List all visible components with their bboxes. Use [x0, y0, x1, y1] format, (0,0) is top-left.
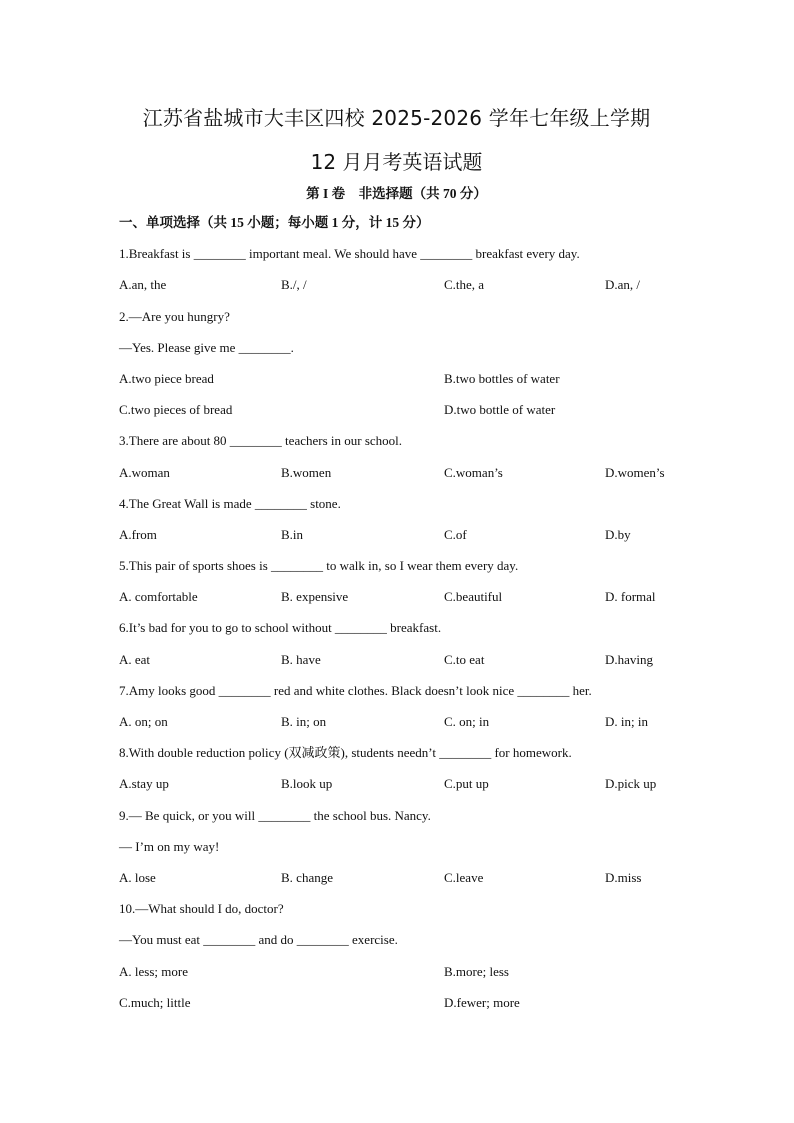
question-stem: 4.The Great Wall is made ________ stone.	[119, 495, 341, 511]
question-stem: 7.Amy looks good ________ red and white clothes. Black doesn’t look nice ________ her.	[119, 682, 592, 698]
answer-option[interactable]: B.in	[281, 526, 304, 542]
exam-title-line-2: 12 月月考英语试题	[310, 150, 483, 174]
answer-option[interactable]: C.leave	[444, 869, 484, 885]
answer-option[interactable]: A. less; more	[119, 963, 188, 979]
answer-option[interactable]: A. on; on	[119, 714, 168, 729]
question-stem: 8.With double reduction policy (双减政策), students needn’t ________ for homework.	[119, 745, 572, 761]
answer-option[interactable]: C.put up	[444, 776, 489, 792]
answer-option[interactable]: B. change	[281, 869, 333, 885]
answer-option[interactable]: A. lose	[119, 869, 156, 885]
answer-option[interactable]: D.women’s	[605, 464, 665, 480]
answer-option[interactable]: C.two pieces of bread	[119, 402, 233, 418]
answer-option[interactable]: D.two bottle of water	[444, 402, 556, 418]
answer-option[interactable]: A.stay up	[119, 776, 169, 792]
options-row	[119, 650, 674, 670]
part-heading: 一、单项选择（共 15 小题；每小题 1 分，计 15 分）	[119, 215, 430, 230]
question-item	[119, 743, 674, 794]
question-stem: 10.—What should I do, doctor?	[119, 901, 284, 917]
question-stem: 2.—Are you hungry?	[119, 308, 230, 324]
answer-option[interactable]: B.look up	[281, 776, 333, 792]
answer-option[interactable]: C.the, a	[444, 277, 485, 293]
options-row	[119, 587, 674, 607]
options-row	[119, 962, 674, 982]
answer-option[interactable]: C.to eat	[444, 651, 485, 667]
options-row	[119, 463, 674, 483]
answer-option[interactable]: B. expensive	[281, 589, 349, 605]
question-item	[119, 431, 674, 482]
answer-option[interactable]: C. on; in	[444, 714, 490, 729]
answer-option[interactable]: A. eat	[119, 651, 151, 667]
question-stem: —Yes. Please give me ________.	[119, 339, 294, 355]
answer-option[interactable]: D.fewer; more	[444, 994, 520, 1010]
options-row	[119, 400, 674, 420]
answer-option[interactable]: D.by	[605, 526, 631, 542]
answer-option[interactable]: A. comfortable	[119, 589, 198, 605]
answer-option[interactable]: A.woman	[119, 464, 170, 480]
options-row	[119, 525, 674, 545]
answer-option[interactable]: A.an, the	[119, 277, 167, 293]
question-item	[119, 899, 674, 1013]
options-row	[119, 993, 674, 1013]
question-stem: — I’m on my way!	[119, 838, 220, 854]
question-stem: 1.Breakfast is ________ important meal. We should have ________ breakfast every day.	[119, 246, 580, 262]
answer-option[interactable]: C.of	[444, 526, 467, 542]
options-row	[119, 275, 674, 295]
answer-option[interactable]: B. have	[281, 651, 321, 667]
options-row	[119, 712, 674, 732]
question-stem: 6.It’s bad for you to go to school without ________ breakfast.	[119, 620, 442, 636]
question-stem: 3.There are about 80 ________ teachers in our school.	[119, 433, 403, 449]
answer-option[interactable]: B.women	[281, 464, 332, 480]
question-stem: —You must eat ________ and do ________ exercise.	[119, 932, 398, 948]
question-item	[119, 556, 674, 607]
answer-option[interactable]: B. in; on	[281, 714, 327, 729]
answer-option[interactable]: B.more; less	[444, 963, 509, 979]
options-row	[119, 369, 674, 389]
options-row	[119, 774, 674, 794]
answer-option[interactable]: D. in; in	[605, 714, 648, 729]
answer-option[interactable]: D.miss	[605, 869, 642, 885]
answer-option[interactable]: D. formal	[605, 589, 656, 605]
question-item	[119, 618, 674, 669]
options-row	[119, 868, 674, 888]
question-item	[119, 806, 674, 888]
section-heading: 第 I 卷 非选择题（共 70 分）	[306, 186, 487, 201]
exam-title-line-1: 江苏省盐城市大丰区四校 2025-2026 学年七年级上学期	[142, 106, 651, 130]
answer-option[interactable]: D.an, /	[605, 277, 641, 293]
question-stem: 9.— Be quick, or you will ________ the school bus. Nancy.	[119, 807, 431, 823]
answer-option[interactable]: D.having	[605, 651, 654, 667]
answer-option[interactable]: C.beautiful	[444, 589, 503, 605]
answer-option[interactable]: D.pick up	[605, 776, 657, 792]
question-item	[119, 244, 674, 295]
question-item	[119, 681, 674, 732]
question-list	[119, 244, 674, 1013]
answer-option[interactable]: B.two bottles of water	[444, 370, 560, 386]
answer-option[interactable]: C.much; little	[119, 994, 191, 1010]
question-item	[119, 307, 674, 421]
question-stem: 5.This pair of sports shoes is ________ to walk in, so I wear them every day.	[119, 558, 519, 574]
question-item	[119, 494, 674, 545]
answer-option[interactable]: A.from	[119, 526, 157, 542]
answer-option[interactable]: B./, /	[281, 277, 307, 293]
answer-option[interactable]: A.two piece bread	[119, 370, 214, 386]
answer-option[interactable]: C.woman’s	[444, 464, 503, 480]
